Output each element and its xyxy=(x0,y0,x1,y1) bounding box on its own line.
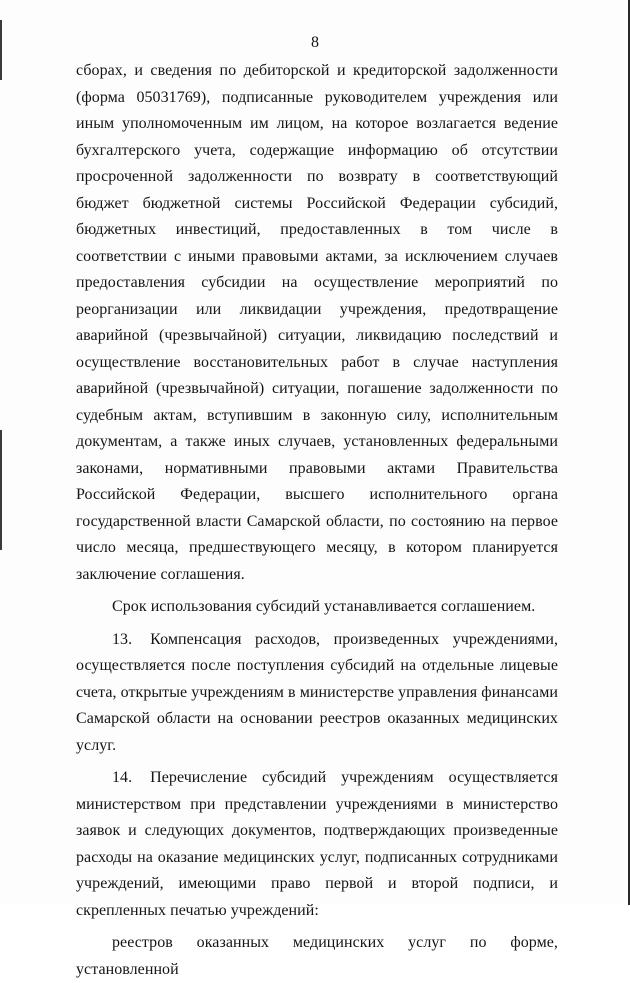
paragraph-13-number: 13. xyxy=(112,630,133,648)
paragraph-13 xyxy=(76,627,558,760)
document-body xyxy=(76,58,558,983)
scan-left-mark-top xyxy=(0,20,2,80)
paragraph-registries: реестров оказанных медицинских услуг по форме, установленной xyxy=(76,934,558,978)
paragraph-14 xyxy=(76,765,558,924)
page-number: 8 xyxy=(311,34,319,51)
paragraph-13-text: Компенсация расходов, произведенных учреждениями, осуществляется после поступления субсидий на отдельные лицевые счета, открытые учреждениям в министерстве управления финансами Самарской области на основании реестров оказанных медицинских услуг. xyxy=(76,630,558,754)
paragraph-14-text: Перечисление субсидий учреждениям осуществляется министерством при представлении учреждениями в министерство заявок и следующих документов, подтверждающих произведенные расходы на оказание медицинских услуг, подписанных сотрудниками учреждений, имеющими право первой и второй подписи, и скрепленных печатью учреждений: xyxy=(76,769,558,919)
paragraph-subsidy-term: Срок использования субсидий устанавливается соглашением. xyxy=(112,598,536,615)
scan-left-mark-middle xyxy=(0,430,2,550)
paragraph-14-number: 14. xyxy=(112,769,133,786)
paragraph-debt-info: сборах, и сведения по дебиторской и кредиторской задолженности (форма 05031769), подписанные руководителем учреждения или иным уполномоченным им лицом, на которое возлагается ведение бухгалтерского учета, содержащие информацию об отсутствии просроченной задолженности по возврату в соответствующий бюджет бюджетной системы Российской Федерации субсидий, бюджетных инвестиций, предоставленных в том числе в соответствии с иными правовыми актами, за исключением случаев предоставления субсидии на осуществление мероприятий по реорганизации или ликвидации учреждения, предотвращение аварийной (чрезвычайной) ситуации, ликвидацию последствий и осуществление восстановительных работ в случае наступления аварийной (чрезвычайной) ситуации, погашение задолженности по судебным актам, вступившим в законную силу, исполнительным документам, а также иных случаев, установленных федеральными законами, нормативными правовыми актами Правительства Российской Федерации, высшего исполнительного органа государственной власти Самарской области, по состоянию на первое число месяца, предшествующего месяцу, в котором планируется заключение соглашения. xyxy=(76,62,558,583)
